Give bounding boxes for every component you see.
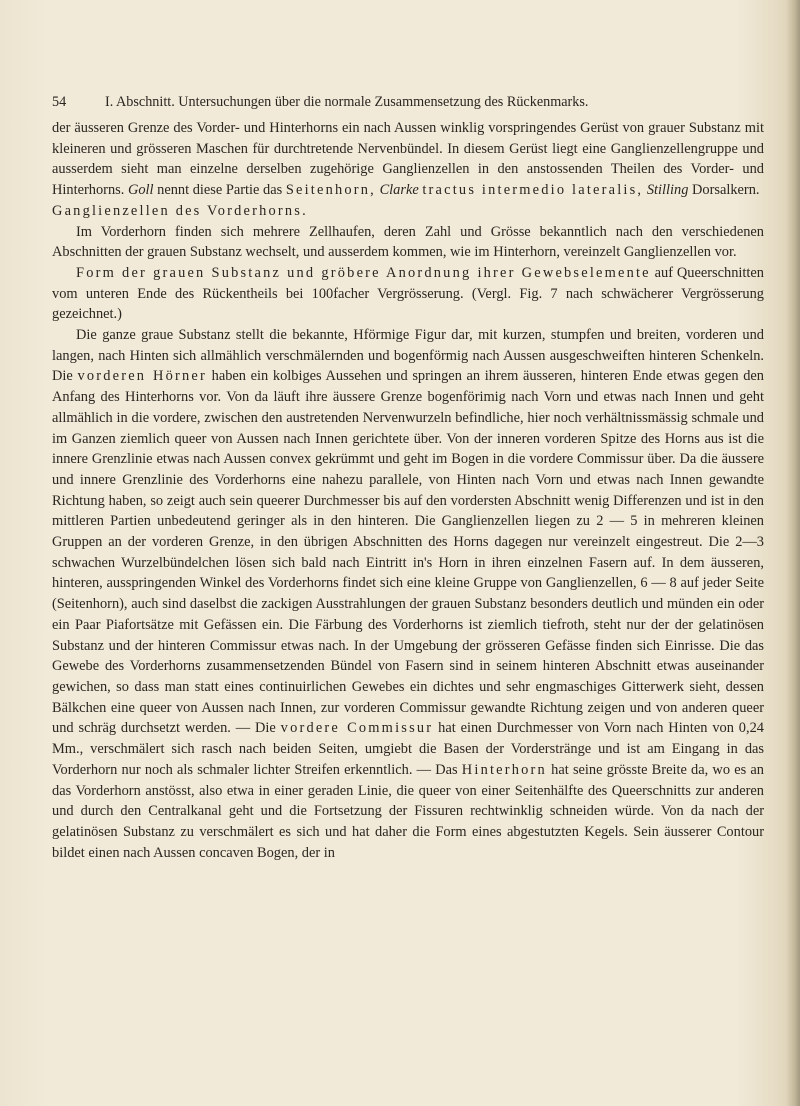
term-seitenhorn: Seitenhorn,: [285, 182, 376, 199]
paragraph-1: [52, 118, 764, 201]
text-run: der äusseren Grenze des Vorder- und Hinterhorns ein nach Aussen winklig vorspringendes Gerüst von grauer Substanz mit kleineren und grösseren Maschen für durchtretende Nervenbündel. In diesem Gerüst liegt eine Ganglienzellengruppe und ausserdem sieht man einzelne derselben zugehörige Ganglienzellen in den anstossenden Theilen des Vorder- und Hinterhorns.: [52, 120, 764, 199]
term-vordere-hoerner: vorderen Hörner: [77, 368, 207, 385]
text-run: hat seine grösste Breite da, wo es an das Vorderhorn anstösst, also etwa in einer geraden Linie, die queer von einer Seitenhälfte des Queerschnitts zur anderen und durch den Centralkanal geht und die Fortsetzung der Fissuren rechtwinklig schneiden würde. Von da nach der gelatinösen Substanz zu verschmälert es sich und hat daher die Form eines abgestutzten Kegels. Sein äusserer Contour bildet einen nach Aussen concaven Bogen, der in: [52, 761, 764, 861]
page-number: 54: [52, 94, 67, 110]
term-tractus: tractus intermedio lateralis,: [422, 182, 644, 199]
text-run: hat einen Durchmesser von Vorn nach Hinten von 0,24 Mm., verschmälert sich rasch nach beiden Seiten, umgiebt die Basen der Vorderstränge und ist am Eingang in das Vorderhorn nur noch als schmaler lichter Streifen erkenntlich. — Das: [52, 720, 764, 778]
text-run: haben ein kolbiges Aussehen und springen an ihrem äusseren, hinteren Ende etwas gegen den Anfang des Hinterhorns vor. Von da läuft ihre äussere Grenze bogenförimig nach Vorn und etwas nach Innen und geht allmählich in die vordere, zwischen den austretenden Nervenwurzeln befindliche, hier noch verhältnissmässig schmale und im Ganzen ziemlich queer von Aussen nach Innen gerichtete über. Von der inneren vorderen Spitze des Horns aus ist die innere Grenzlinie etwas nach Aussen convex gekrümmt und geht im Bogen in die vordere Commissur über. Da die äussere und innere Grenzlinie des Vorderhorns eine nahezu parallele, von Hinten nach Vorn und etwas nach Innen gewandte Richtung haben, so zeigt auch sein queerer Durchmesser bis auf den vordersten Abschnitt wenig Differenzen und ist in den mittleren Partien unbedeutend geringer als in den hinteren. Die Ganglienzellen liegen zu 2 — 5 in mehreren kleinen Gruppen an der vorderen Grenze, in den übrigen Abschnitten des Horns dagegen nur vereinzelt eingestreut. Die 2—3 schwachen Wurzelbündelchen lösen sich bald nach Eintritt in's Horn in ihren einzelnen Fasern auf. In dem äusseren, hinteren, ausspringenden Winkel des Vorderhorns findet sich eine kleine Gruppe von Ganglienzellen, 6 — 8 auf jeder Seite (Seitenhorn), auch sind daselbst die zackigen Ausstrahlungen der grauen Substanz besonders deutlich und münden ein oder ein Paar Piafortsätze mit Gefässen ein. Die Färbung des Vorderhorns ist ziemlich tiefroth, steht nur der der gelatinösen Substanz und der hinteren Commissur etwas nach. In der Umgebung der grösseren Gefässe finden sich Einrisse. Die das Gewebe des Vorderhorns zusammensetzenden Bündel von Fasern sind in seinem hinteren Abschnitt etwas auseinander gewichen, so dass man statt eines continuirlichen Gewebes ein dichtes und sehr engmaschiges Gitterwerk sieht, dessen Bälkchen eine queer von Aussen nach Innen, zur vorderen Commissur gewandte Richtung zeigen und von anderen queer und schräg durchsetzt werden. — Die: [52, 368, 764, 737]
text-run: Dorsalkern.: [688, 182, 760, 199]
body-text: [52, 118, 764, 863]
text-run: auf Queerschnitten vom unteren Ende des Rückentheils bei 100facher Vergrösserung. (Vergl. Fig. 7 nach schwächerer Vergrösserung gezeichnet.): [52, 264, 764, 323]
page-edge-shadow: [786, 0, 800, 1106]
term-hinterhorn: Hinterhorn: [461, 761, 547, 778]
text-run: Die ganze graue Substanz stellt die bekannte, Hförmige Figur dar, mit kurzen, stumpfen und breiten, vorderen und langen, nach Hinten sich allmählich verschmälernden und bogenförmig nach Aussen ausgeschweiften hinteren Schenkeln. Die: [52, 327, 764, 385]
term-form: Form der grauen Substanz und gröbere Anordnung ihrer Gewebselemente: [76, 264, 651, 281]
section-heading: [52, 201, 764, 222]
author-stilling: Stilling: [646, 182, 689, 199]
text-run: nennt diese Partie das: [153, 182, 286, 199]
running-title: I. Abschnitt. Untersuchungen über die normale Zusammensetzung des Rückenmarks.: [105, 94, 589, 110]
running-header: [52, 94, 764, 114]
paragraph-4: [52, 263, 764, 325]
paragraph-3: Im Vorderhorn finden sich mehrere Zellhaufen, deren Zahl und Grösse bekanntlich nach den verschiedenen Abschnitten der grauen Substanz wechselt, und ausserdem kommen, wie im Hinterhorn, vereinzelt Ganglienzellen vor.: [52, 223, 764, 261]
author-goll: Goll: [127, 182, 154, 199]
heading-text: Ganglienzellen des Vorderhorns.: [52, 202, 308, 219]
author-clarke: Clarke: [379, 182, 419, 199]
paragraph-5: [52, 325, 764, 863]
term-vordere-commissur: vordere Commissur: [280, 720, 434, 737]
